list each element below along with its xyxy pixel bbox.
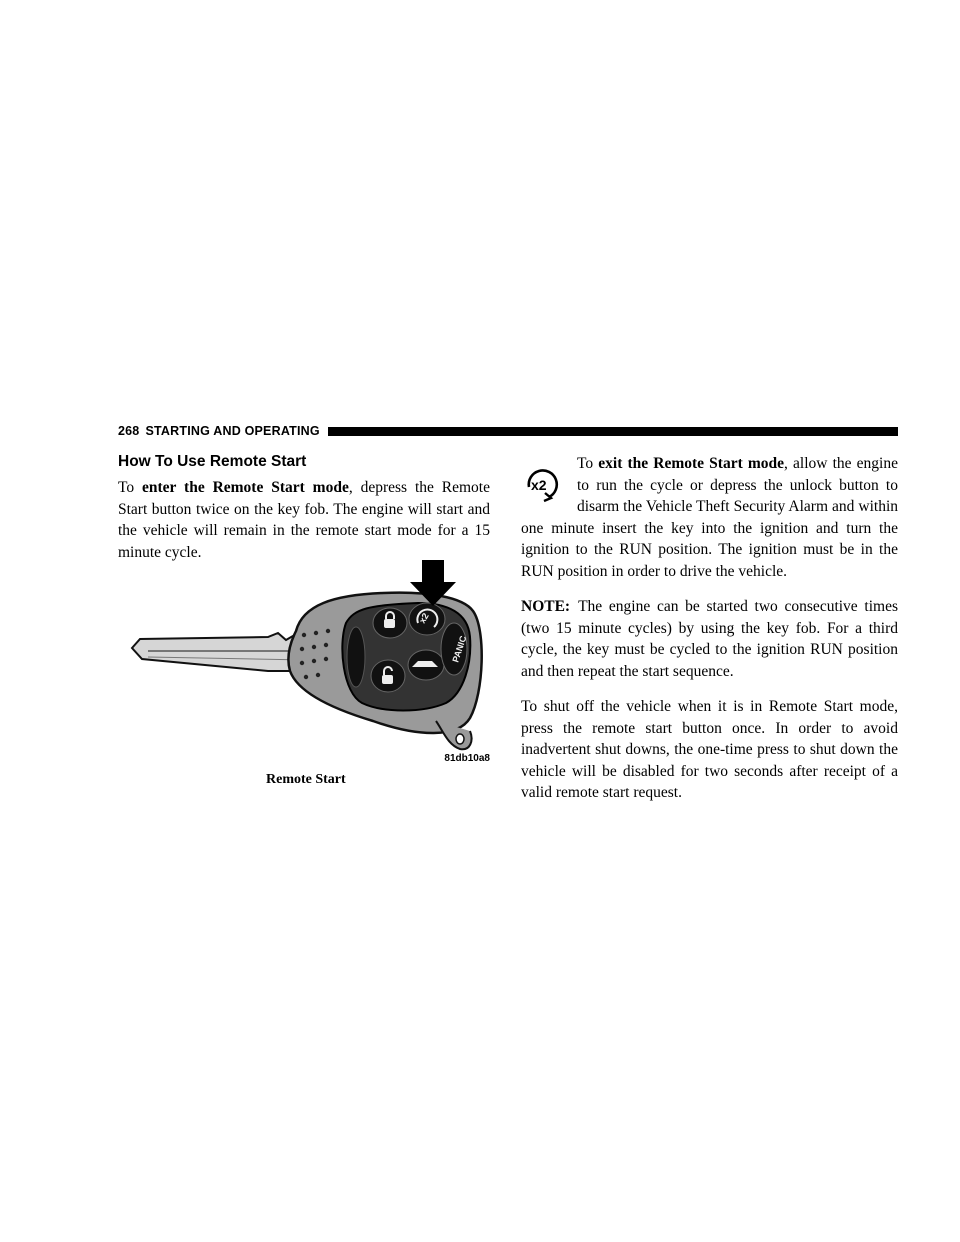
icon-x2-label: x2: [531, 477, 547, 493]
note-text: The engine can be started two consecutive times (two 15 minute cycles) by using the key fob. For a third cycle, the key must be cycled to the ignition RUN position and then repeat the start sequence.: [521, 598, 898, 680]
remote-start-figure: [118, 553, 490, 789]
section-title: How To Use Remote Start: [118, 453, 307, 470]
header-rule: [328, 427, 898, 436]
right-column: [521, 453, 898, 804]
page-number: 268: [118, 424, 140, 438]
enter-mode-paragraph: [118, 477, 490, 563]
note-label: NOTE:: [521, 598, 571, 615]
fob-panic-label: PANIC: [450, 634, 469, 664]
key-fob-illustration: [118, 553, 490, 763]
section-name: STARTING AND OPERATING: [145, 424, 320, 438]
enter-mode-term: enter the Remote Start mode: [142, 479, 349, 496]
text-run: To: [118, 479, 143, 496]
text-run: , allow the engine to run the cycle or depress the unlock button to disarm the Vehicle Theft Security Alarm and within one minute insert the key into the ignition and turn the ignition to the RUN position. The ignition must be in the RUN position in order to drive the vehicle.: [521, 455, 898, 580]
text-run: , depress the Remote Start button twice on the key fob. The engine will start and the vehicle will remain in the remote start mode for a 15 minute cycle.: [118, 479, 490, 561]
text-run: To: [577, 455, 599, 472]
note-paragraph: [521, 596, 898, 682]
fob-x2-label: x2: [417, 611, 431, 625]
figure-caption: Remote Start: [266, 772, 346, 787]
figure-code: 81db10a8: [444, 753, 490, 764]
left-column: [118, 453, 490, 563]
page-header: [118, 423, 898, 439]
exit-mode-paragraph: [521, 453, 898, 582]
remote-start-x2-icon: [521, 461, 569, 505]
shutoff-paragraph: To shut off the vehicle when it is in Remote Start mode, press the remote start button once. In order to avoid inadvertent shut downs, the one-time press to shut down the vehicle will be disabled for two seconds after receipt of a valid remote start request.: [521, 698, 898, 801]
exit-mode-term: exit the Remote Start mode: [598, 455, 785, 472]
